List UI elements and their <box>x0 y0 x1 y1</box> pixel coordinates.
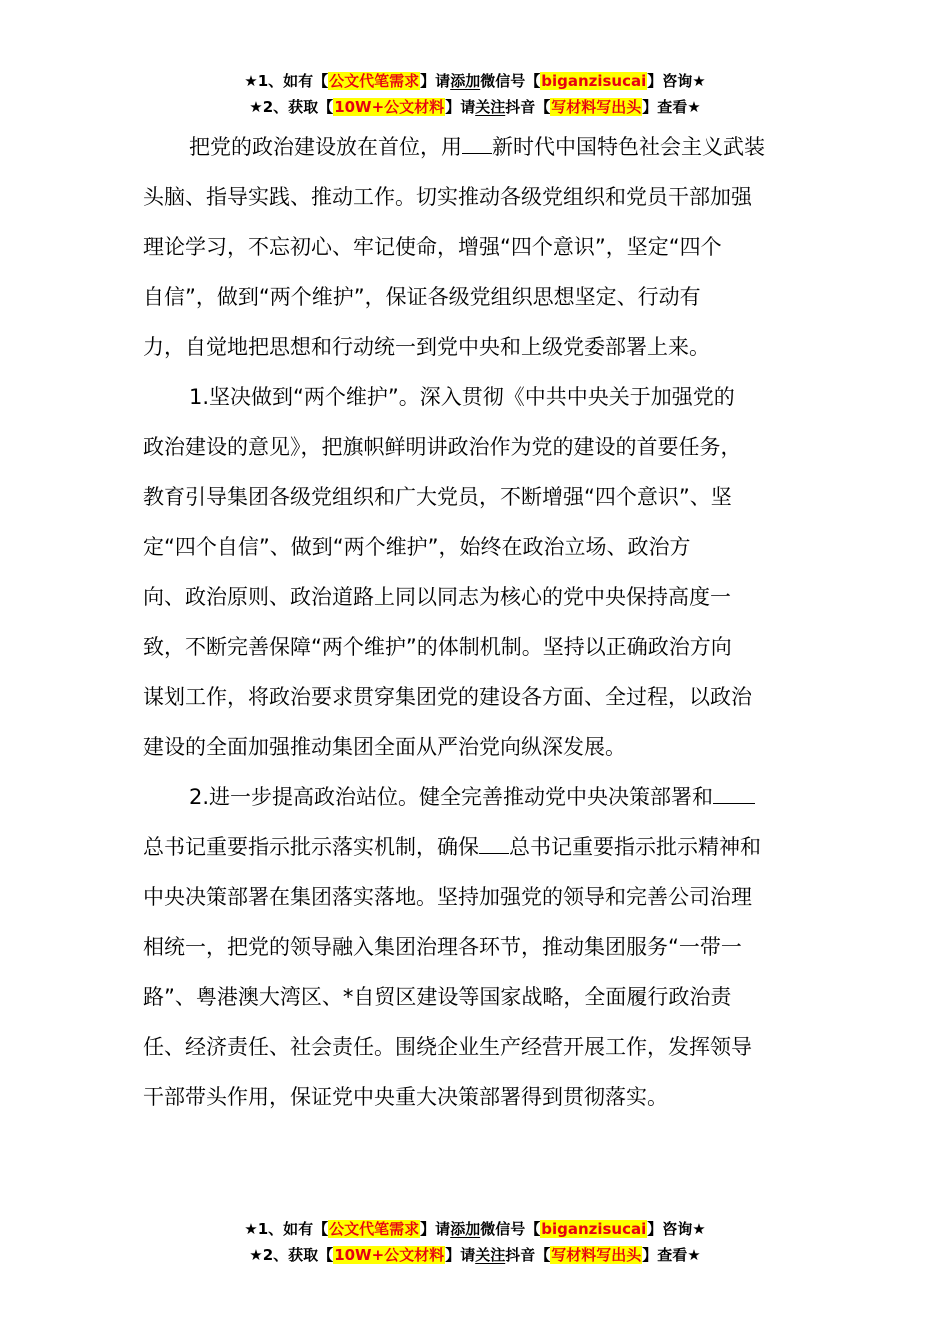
text-line <box>143 622 805 672</box>
banner-text: 】查看★ <box>642 98 701 116</box>
banner-text: ★1、如有【 <box>244 1220 329 1238</box>
text-segment: 总书记重要指示批示落实机制，确保 <box>143 835 479 859</box>
text-line <box>143 172 805 222</box>
highlight-materials: 10W+公文材料 <box>334 1246 445 1264</box>
banner-underlined-text: 添加 <box>450 72 481 90</box>
text-segment: 中央决策部署在集团落实落地。坚持加强党的领导和完善公司治理 <box>143 885 752 909</box>
text-segment: 任、经济责任、社会责任。围绕企业生产经营开展工作，发挥领导 <box>143 1035 752 1059</box>
banner-text: 】查看★ <box>642 1246 701 1264</box>
text-segment: 力，自觉地把思想和行动统一到党中央和上级党委部署上来。 <box>143 335 710 359</box>
text-line <box>143 672 805 722</box>
text-line <box>143 972 805 1022</box>
text-line <box>143 472 805 522</box>
text-segment: 政治建设的意见》，把旗帜鲜明讲政治作为党的建设的首要任务， <box>143 435 742 459</box>
fill-in-blank <box>479 831 509 854</box>
banner-text: 】请 <box>445 98 476 116</box>
banner-text: ★2、获取【 <box>249 1246 334 1264</box>
text-line <box>143 922 805 972</box>
fill-in-blank <box>462 131 492 154</box>
text-segment: 把党的政治建设放在首位，用 <box>189 135 462 159</box>
text-segment: 建设的全面加强推动集团全面从严治党向纵深发展。 <box>143 735 626 759</box>
text-line <box>143 122 805 172</box>
text-segment: 新时代中国特色社会主义武装 <box>492 135 765 159</box>
banner-text: 抖音【 <box>505 1246 551 1264</box>
banner-text: 】咨询★ <box>647 1220 706 1238</box>
text-line <box>143 522 805 572</box>
text-line <box>143 722 805 772</box>
highlight-douyin-account: 写材料写出头 <box>551 1246 642 1264</box>
banner-line-2 <box>0 94 950 120</box>
text-segment: 相统一，把党的领导融入集团治理各环节，推动集团服务“一带一 <box>143 935 742 959</box>
text-segment: 向、政治原则、政治道路上同以同志为核心的党中央保持高度一 <box>143 585 731 609</box>
banner-line-2 <box>0 1242 950 1268</box>
text-line <box>143 322 805 372</box>
paragraph <box>143 372 805 772</box>
text-line <box>143 272 805 322</box>
text-segment: 定“四个自信”、做到“两个维护”，始终在政治立场、政治方 <box>143 535 691 559</box>
text-segment: 自信”，做到“两个维护”，保证各级党组织思想坚定、行动有 <box>143 285 701 309</box>
text-segment: 总书记重要指示批示精神和 <box>509 835 761 859</box>
text-line <box>143 372 805 422</box>
banner-text: 】请 <box>445 1246 476 1264</box>
highlight-wechat-id: biganzisucai <box>541 72 647 90</box>
footer-banner <box>0 1216 950 1268</box>
banner-underlined-text: 关注 <box>475 1246 506 1264</box>
text-line <box>143 572 805 622</box>
text-line <box>143 822 805 872</box>
text-line <box>143 222 805 272</box>
header-banner <box>0 68 950 120</box>
banner-text: 抖音【 <box>505 98 551 116</box>
text-segment: 教育引导集团各级党组织和广大党员，不断增强“四个意识”、坚 <box>143 485 732 509</box>
text-segment: 致，不断完善保障“两个维护”的体制机制。坚持以正确政治方向 <box>143 635 732 659</box>
text-segment: 头脑、指导实践、推动工作。切实推动各级党组织和党员干部加强 <box>143 185 752 209</box>
text-segment: 干部带头作用，保证党中央重大决策部署得到贯彻落实。 <box>143 1085 668 1109</box>
banner-text: 】咨询★ <box>647 72 706 90</box>
banner-text: 微信号【 <box>480 72 541 90</box>
highlight-materials: 10W+公文材料 <box>334 98 445 116</box>
banner-text: 】请 <box>420 1220 451 1238</box>
text-line <box>143 422 805 472</box>
banner-text: ★1、如有【 <box>244 72 329 90</box>
banner-text: 】请 <box>420 72 451 90</box>
text-segment: 理论学习，不忘初心、牢记使命，增强“四个意识”，坚定“四个 <box>143 235 722 259</box>
text-line <box>143 1072 805 1122</box>
document-body <box>143 122 805 1122</box>
highlight-service: 公文代笔需求 <box>329 1220 420 1238</box>
banner-text: 微信号【 <box>480 1220 541 1238</box>
text-line <box>143 1022 805 1072</box>
banner-text: ★2、获取【 <box>249 98 334 116</box>
text-segment: 2.进一步提高政治站位。健全完善推动党中央决策部署和 <box>189 785 714 809</box>
banner-line-1 <box>0 68 950 94</box>
text-segment: 路”、粤港澳大湾区、*自贸区建设等国家战略，全面履行政治责 <box>143 985 732 1009</box>
fill-in-blank <box>713 781 755 804</box>
paragraph <box>143 772 805 1122</box>
highlight-service: 公文代笔需求 <box>329 72 420 90</box>
text-segment: 1.坚决做到“两个维护”。深入贯彻《中共中央关于加强党的 <box>189 385 735 409</box>
banner-underlined-text: 添加 <box>450 1220 481 1238</box>
banner-line-1 <box>0 1216 950 1242</box>
highlight-wechat-id: biganzisucai <box>541 1220 647 1238</box>
paragraph <box>143 122 805 372</box>
highlight-douyin-account: 写材料写出头 <box>551 98 642 116</box>
text-line <box>143 872 805 922</box>
text-segment: 谋划工作，将政治要求贯穿集团党的建设各方面、全过程，以政治 <box>143 685 752 709</box>
banner-underlined-text: 关注 <box>475 98 506 116</box>
text-line <box>143 772 805 822</box>
